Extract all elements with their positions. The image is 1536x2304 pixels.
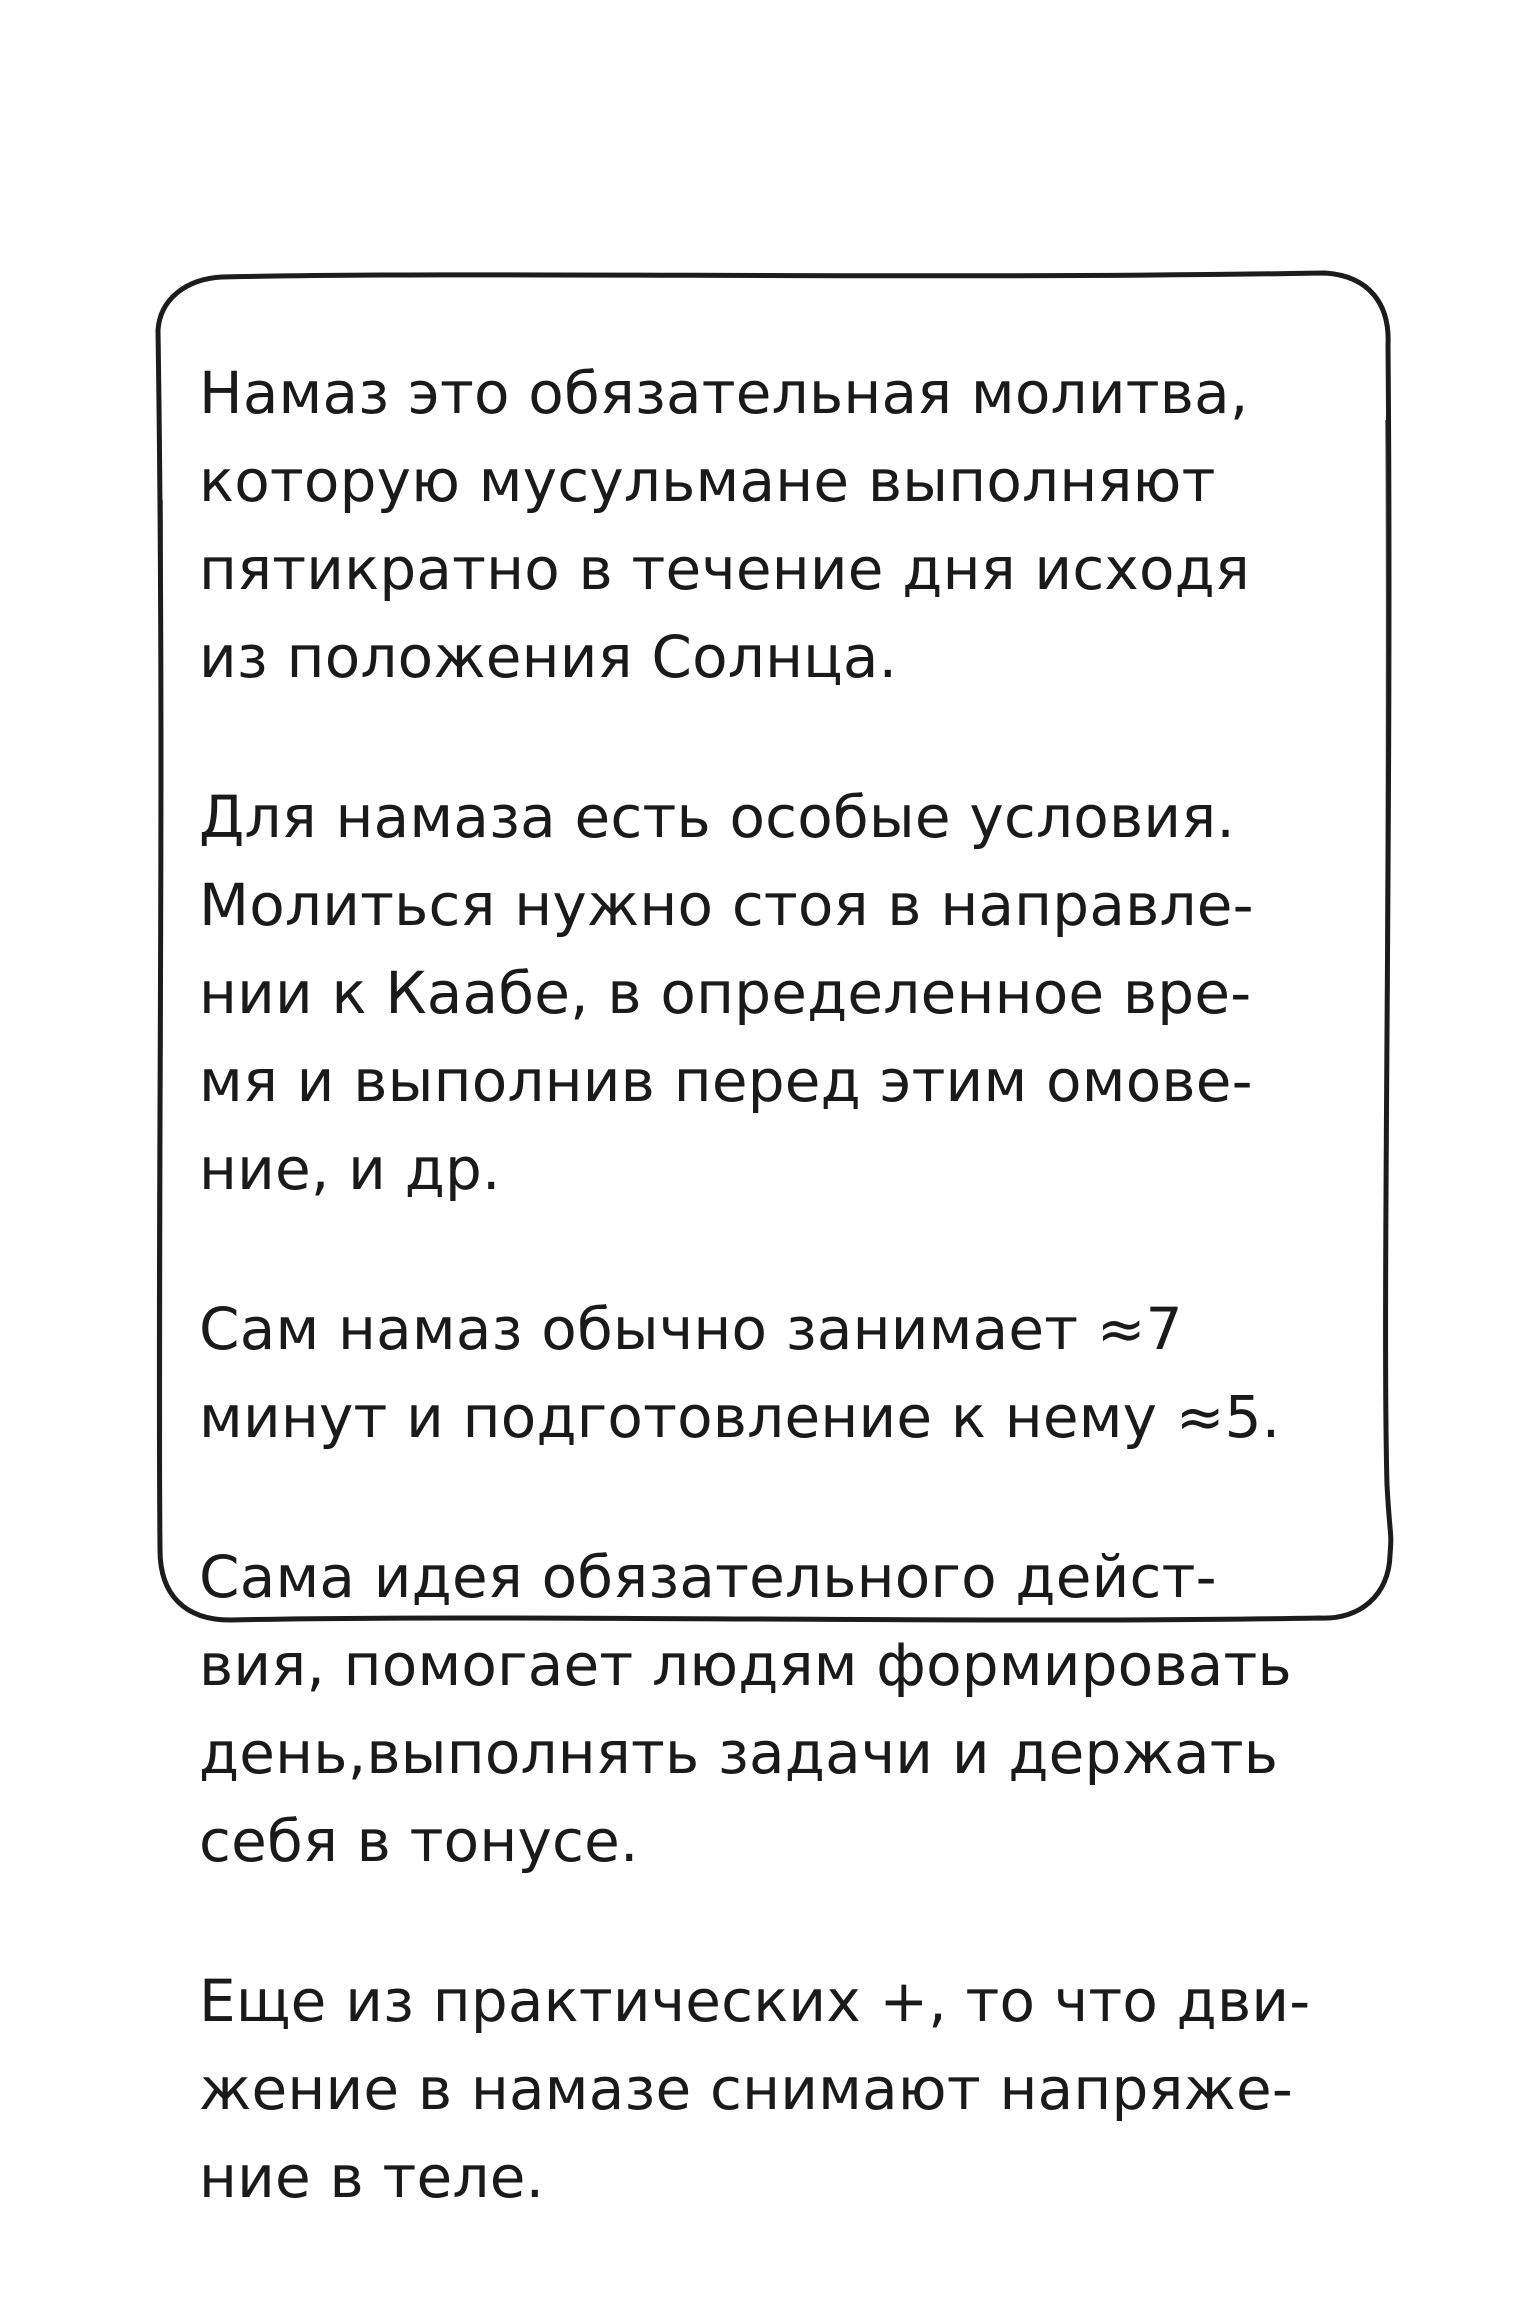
- text-line: Намаз это обязательная молитва,: [199, 359, 1249, 427]
- text-line: мя и выполнив перед этим омове-: [199, 1047, 1253, 1115]
- text-line: вия, помогает людям формировать: [199, 1631, 1292, 1699]
- text-line: Для намаза есть особые условия.: [199, 783, 1235, 851]
- text-line: Молиться нужно стоя в направле-: [199, 871, 1254, 939]
- text-line: себя в тонусе.: [199, 1807, 639, 1875]
- text-line: пятикратно в течение дня исходя: [199, 535, 1251, 603]
- text-line: ние, и др.: [199, 1135, 501, 1203]
- text-line: Сам намаз обычно занимает ≈7: [199, 1295, 1183, 1363]
- paragraph-1: [199, 349, 1359, 701]
- text-card: [199, 349, 1369, 2211]
- text-line: которую мусульмане выполняют: [199, 447, 1216, 515]
- text-line: жение в намазе снимают напряже-: [199, 2055, 1294, 2123]
- text-line: день,выполнять задачи и держать: [199, 1719, 1279, 1787]
- text-line: из положения Солнца.: [199, 623, 898, 691]
- text-line: Еще из практических +, то что дви-: [199, 1967, 1311, 2035]
- paragraph-5: [199, 1957, 1359, 2221]
- paragraph-3: [199, 1285, 1359, 1461]
- text-line: минут и подготовление к нему ≈5.: [199, 1383, 1281, 1451]
- text-line: нии к Каабе, в определенное вре-: [199, 959, 1252, 1027]
- text-line: ние в теле.: [199, 2143, 545, 2211]
- paragraph-2: [199, 773, 1359, 1213]
- paragraph-4: [199, 1533, 1359, 1885]
- text-line: Сама идея обязательного дейст-: [199, 1543, 1217, 1611]
